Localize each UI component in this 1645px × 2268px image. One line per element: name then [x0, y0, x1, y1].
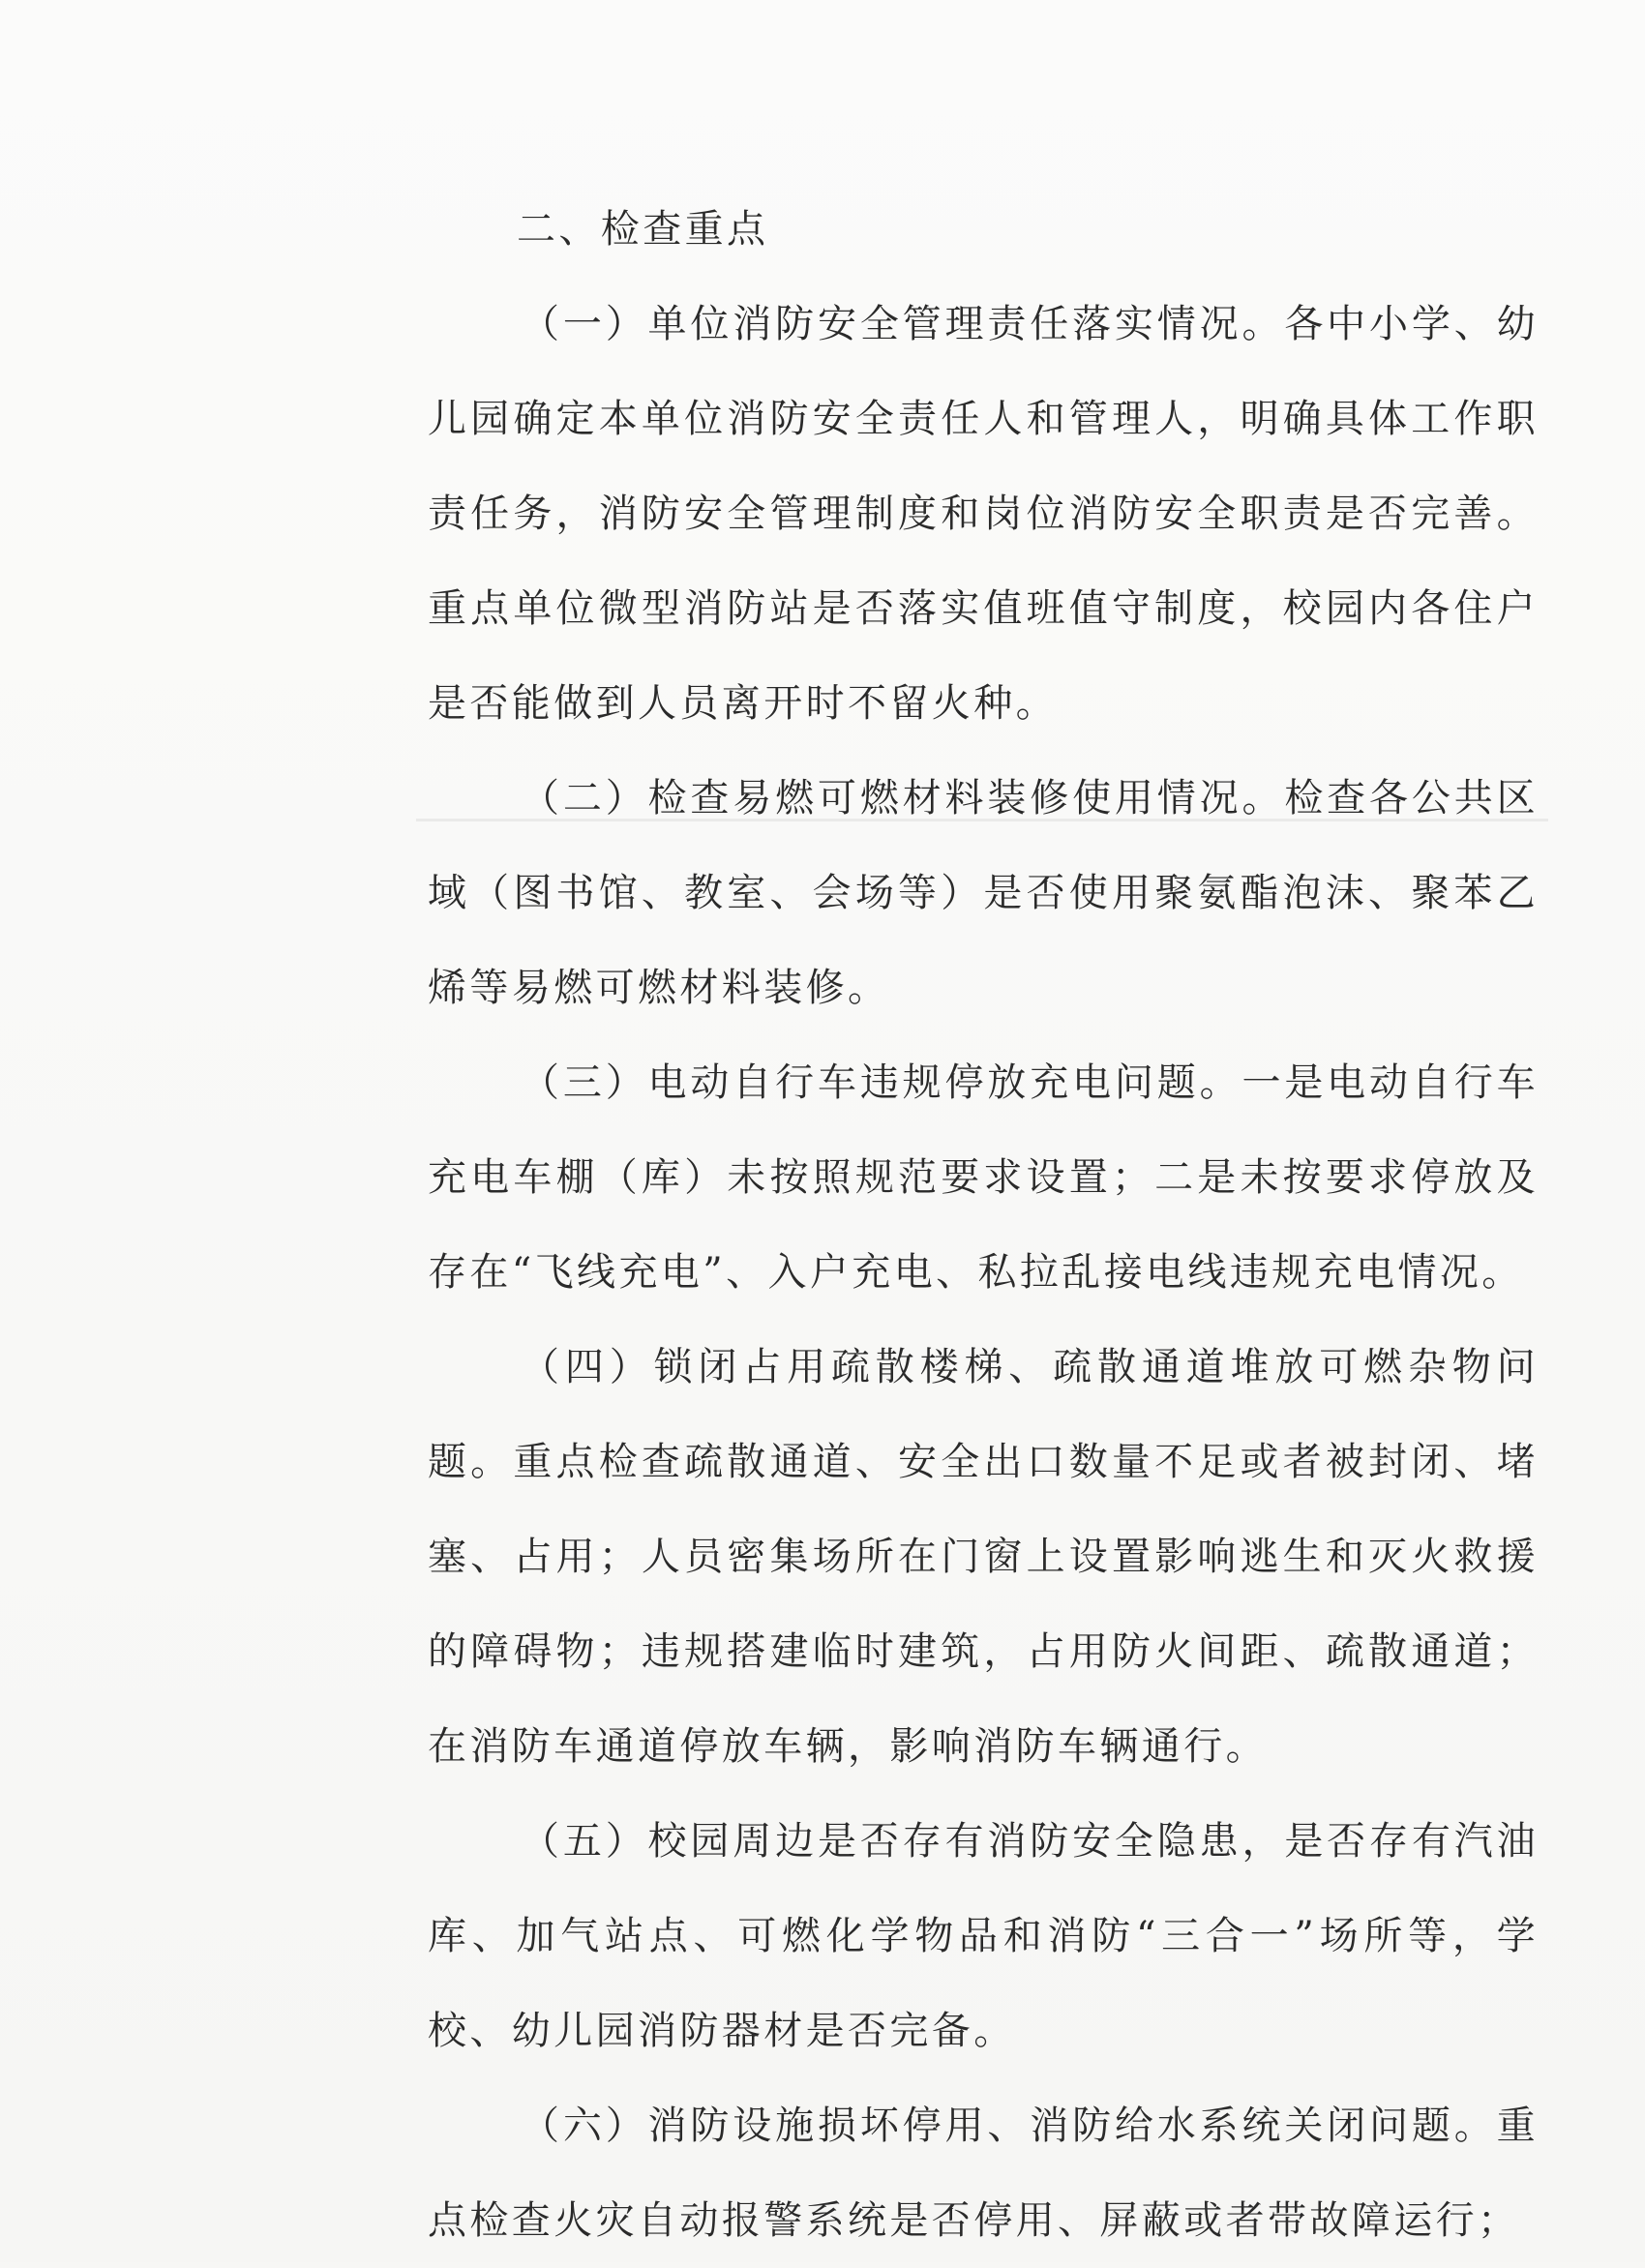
paragraph-4: （四）锁闭占用疏散楼梯、疏散通道堆放可燃杂物问题。重点检查疏散通道、安全出口数量不足或者被封闭、堵塞、占用；人员密集场所在门窗上设置影响逃生和灭火救援的障碍物；违规搭建临时建筑，占用防火间距、疏散通道；在消防车通道停放车辆，影响消防车辆通行。	[428, 1345, 1539, 1769]
paragraph-3: （三）电动自行车违规停放充电问题。一是电动自行车充电车棚（库）未按照规范要求设置；二是未按要求停放及存在“飞线充电”、入户充电、私拉乱接电线违规充电情况。	[428, 1060, 1539, 1295]
paragraph-6: （六）消防设施损坏停用、消防给水系统关闭问题。重点检查火灾自动报警系统是否停用、屏蔽或者带故障运行；	[428, 2104, 1539, 2243]
document-body	[428, 182, 1539, 2268]
section-heading: 二、检查重点	[517, 207, 769, 252]
paragraph-1: （一）单位消防安全管理责任落实情况。各中小学、幼儿园确定本单位消防安全责任人和管理人，明确具体工作职责任务，消防安全管理制度和岗位消防安全职责是否完善。重点单位微型消防站是否落实值班值守制度，校园内各住户是否能做到人员离开时不留火种。	[428, 302, 1539, 726]
paragraph-5: （五）校园周边是否存有消防安全隐患，是否存有汽油库、加气站点、可燃化学物品和消防“三合一”场所等，学校、幼儿园消防器材是否完备。	[428, 1819, 1539, 2053]
paragraph-2: （二）检查易燃可燃材料装修使用情况。检查各公共区域（图书馆、教室、会场等）是否使用聚氨酯泡沫、聚苯乙烯等易燃可燃材料装修。	[428, 776, 1539, 1010]
